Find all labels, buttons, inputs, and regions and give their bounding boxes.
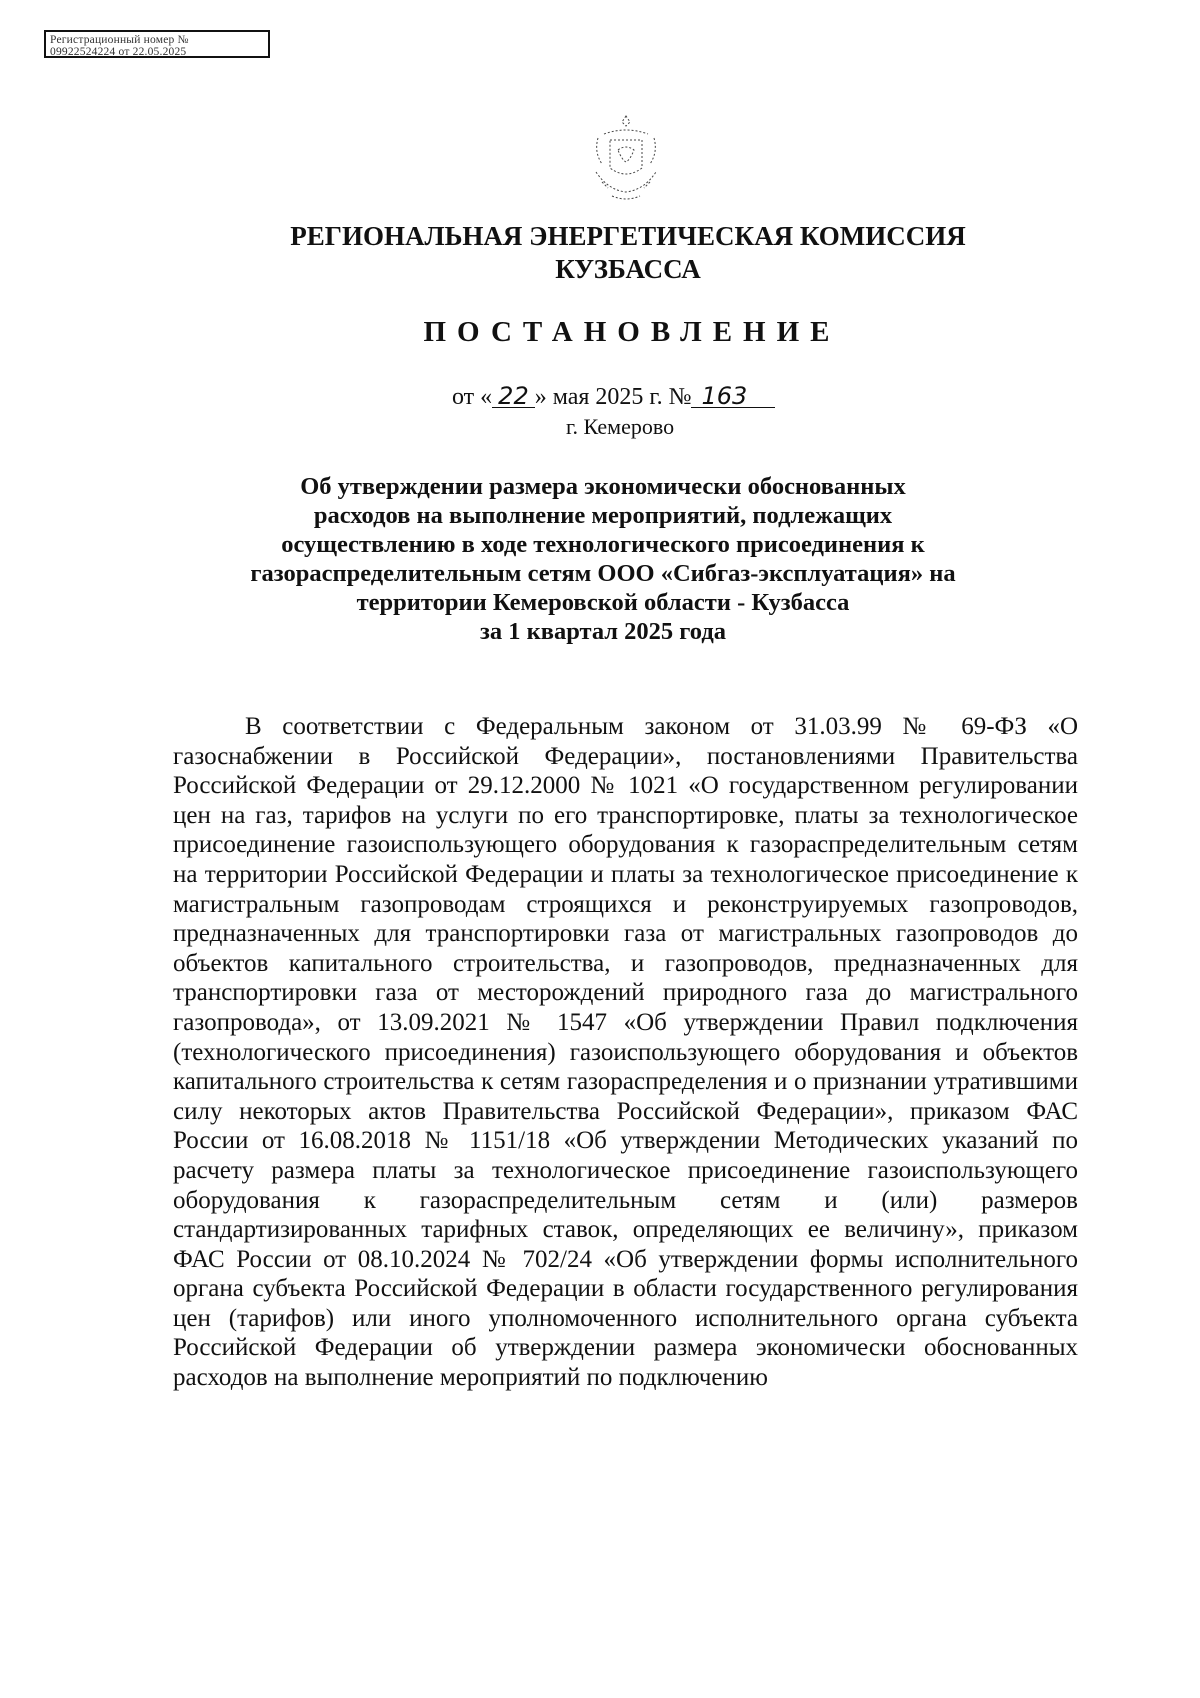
handwritten-document-number: 163 bbox=[691, 385, 775, 408]
title-line: за 1 квартал 2025 года bbox=[480, 618, 726, 645]
coat-of-arms-emblem-icon bbox=[588, 112, 664, 204]
registration-stamp bbox=[44, 30, 270, 58]
registration-number: 09922524224 от 22.05.2025 bbox=[50, 46, 187, 58]
title-line: газораспределительным сетям ООО «Сибгаз-эксплуатация» на bbox=[250, 560, 956, 587]
registration-label: Регистрационный номер № bbox=[50, 34, 189, 46]
organization-name-line1: РЕГИОНАЛЬНАЯ ЭНЕРГЕТИЧЕСКАЯ КОМИССИЯ bbox=[290, 221, 966, 251]
document-date-line bbox=[452, 384, 775, 411]
body-paragraph: В соответствии с Федеральным законом от 31.03.99 № 69-ФЗ «О газоснабжении в Российской Федерации», постановлениями Правительства Российской Федерации от 29.12.2000 № 1021 «О государственном регулировании цен на газ, тарифов на услуги по его транспортировке, платы за технологическое присоединение газоиспользующего оборудования к газораспределительным сетям на территории Российской Федерации и платы за технологическое присоединение к магистральным газопроводам строящихся и реконструируемых газопроводов, предназначенных для транспортировки газа от магистральных газопроводов до объектов капитального строительства, и газопроводов, предназначенных для транспортировки газа от месторождений природного газа до магистрального газопровода», от 13.09.2021 № 1547 «Об утверждении Правил подключения (технологического присоединения) газоиспользующего оборудования и объектов капитального строительства к сетям газораспределения и о признании утратившими силу некоторых актов Правительства Российской Федерации», приказом ФАС России от 16.08.2018 № 1151/18 «Об утверждении Методических указаний по расчету размера платы за технологическое присоединение газоиспользующего оборудования к газораспределительным сетям и (или) размеров стандартизированных тарифных ставок, определяющих ее величину», приказом ФАС России от 08.10.2024 № 702/24 «Об утверждении формы исполнительного органа субъекта Российской Федерации в области государственного регулирования цен (тарифов) или иного уполномоченного исполнительного органа субъекта Российской Федерации об утверждении размера экономически обоснованных расходов на выполнение мероприятий по подключению bbox=[173, 713, 1078, 1392]
organization-name bbox=[28, 220, 1200, 286]
title-line: расходов на выполнение мероприятий, подлежащих bbox=[313, 502, 893, 529]
date-middle: » мая 2025 г. № bbox=[534, 384, 692, 410]
title-line: осуществлению в ходе технологического присоединения к bbox=[281, 531, 925, 558]
title-line: Об утверждении размера экономически обоснованных bbox=[300, 473, 906, 500]
date-prefix: от « bbox=[452, 384, 493, 410]
organization-name-line2: КУЗБАССА bbox=[555, 254, 701, 284]
city-name: г. Кемерово bbox=[566, 414, 675, 439]
handwritten-day: 22 bbox=[492, 385, 535, 408]
document-type: ПОСТАНОВЛЕНИЕ bbox=[423, 316, 841, 348]
title-line: территории Кемеровской области - Кузбасса bbox=[356, 589, 850, 616]
document-title bbox=[178, 472, 1028, 646]
